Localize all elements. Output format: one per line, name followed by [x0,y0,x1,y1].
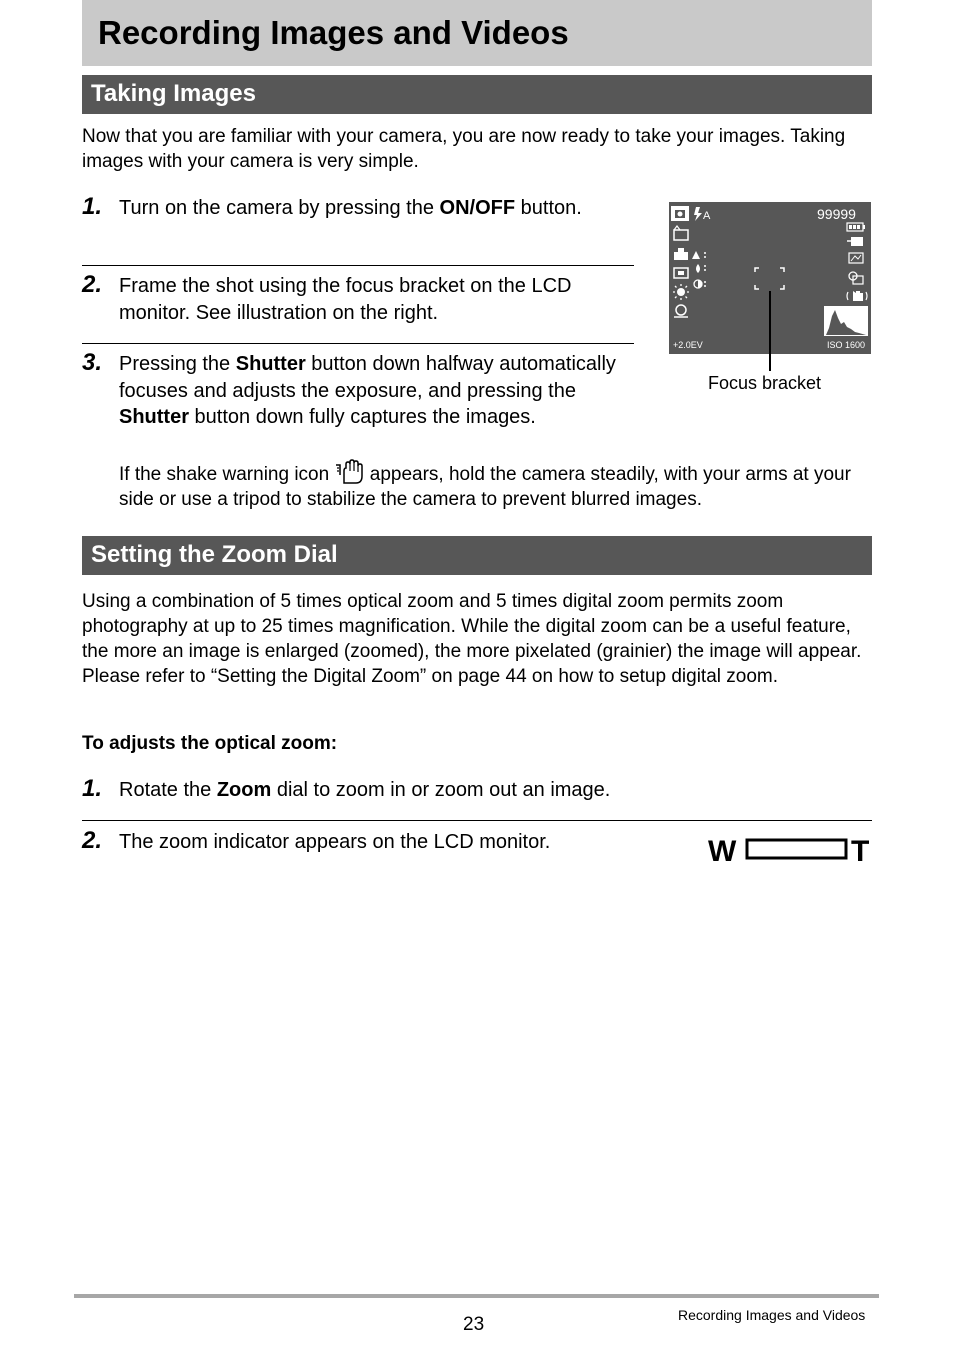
step-1-number: 1. [82,193,103,220]
sharpness-icon [692,251,706,259]
contrast-icon [694,280,706,288]
section-header-taking-images [82,75,872,114]
face-detection-icon [674,305,688,317]
on-off-button-label: ON/OFF [439,197,516,219]
step-3-number: 3. [82,349,103,376]
zoom-step-1-text: Rotate the Zoom dial to zoom in or zoom out an image. [119,779,611,801]
date-stamp-icon [849,272,863,284]
step-divider [82,343,634,344]
saturation-icon [696,264,706,273]
step-3-text: Pressing the Shutter button down halfway automatically focuses and adjusts the exposure, and pressing the Shutter button down fully captures the images. [119,353,616,428]
zoom-tele-label: T [851,835,870,866]
self-timer-icon [674,226,688,240]
step-divider [82,265,634,266]
shake-warning-note: If the shake warning icon appears, hold the camera steadily, with your arms at your side or use a tripod to stabilize the camera to prevent blurred images. [119,459,869,512]
image-size-icon [674,248,688,260]
zoom-step-2-text: The zoom indicator appears on the LCD monitor. [119,831,551,853]
zoom-wide-label: W [708,835,737,866]
focus-bracket [755,268,784,289]
footer-rule [74,1294,879,1298]
page-title: Recording Images and Videos [98,14,569,51]
iso-value: ISO 1600 [827,340,866,350]
flash-mode-text: A [703,210,711,222]
stabilizer-icon [847,291,867,301]
zoom-bar [747,840,846,858]
step-divider [82,820,872,821]
focus-bracket-callout-line [769,291,771,371]
camera-mode-icon [671,206,689,221]
step-2-number: 2. [82,271,103,298]
page-header [82,0,872,66]
zoom-dial-label: Zoom [216,779,272,801]
exposure-value: +2.0EV [673,340,703,350]
zoom-step-1-number: 1. [82,775,103,802]
zoom-indicator [708,834,874,866]
page-number: 23 [463,1314,485,1335]
storage-icon [847,237,863,246]
step-1-text: Turn on the camera by pressing the ON/OFF button. [119,197,582,219]
shots-remaining: 99999 [817,206,856,222]
battery-icon [847,223,865,231]
shutter-button-label: Shutter [235,353,306,375]
taking-images-intro: Now that you are familiar with your camera, you are now ready to take your images. Taking images with your camera is very simple. [82,126,846,172]
optical-zoom-subheading: To adjusts the optical zoom: [82,733,338,754]
step-2-text: Frame the shot using the focus bracket on the LCD monitor. See illustration on the right. [119,275,572,324]
image-quality-icon [849,253,863,263]
section-title: Setting the Zoom Dial [91,541,338,568]
metering-icon [674,268,688,278]
flash-icon [694,207,711,222]
focus-bracket-caption: Focus bracket [708,373,822,393]
white-balance-icon [673,284,689,300]
zoom-step-2-number: 2. [82,827,103,854]
footer-chapter-title: Recording Images and Videos [678,1307,866,1323]
section-title: Taking Images [91,80,256,107]
shutter-button-label: Shutter [119,406,189,428]
shake-warning-icon [334,459,364,485]
section-header-zoom-dial [82,536,872,575]
histogram [824,306,868,336]
zoom-dial-intro: Using a combination of 5 times optical zoom and 5 times digital zoom permits zoom photography at up to 25 times magnification. While the digital zoom can be a useful feature, the more an image is enlarged (zoomed), the more pixelated (grainier) the image will appear. Please refer to “Setting the Digital Zoom” on page 44 on how to setup digital zoom. [82,591,862,687]
